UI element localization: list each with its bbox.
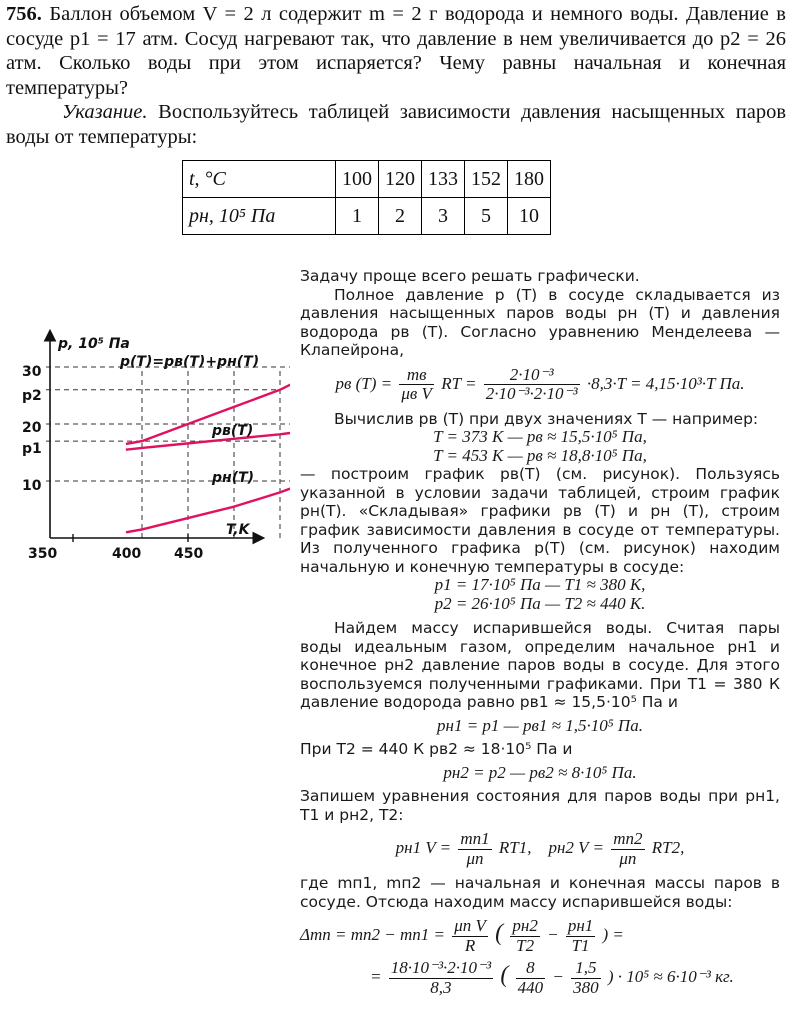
eq-term: ) = (602, 924, 624, 944)
fraction-numerator: pн1 (567, 916, 594, 935)
equals-sign: = (370, 966, 382, 986)
table-row (183, 198, 551, 235)
y-tick-label: 20 (22, 420, 42, 436)
table-header-temperature: t, °C (183, 161, 336, 198)
curve-label-total: p(T)=pв(T)+pн(T) (120, 354, 260, 370)
y-marker-p2: p2 (22, 388, 42, 404)
equation-mass-numeric (370, 959, 780, 997)
problem-statement (6, 2, 786, 149)
hint-label: Указание. (62, 101, 148, 123)
y-axis-label: p, 10⁵ Па (58, 336, 130, 352)
pressure-temperature-graph (0, 320, 290, 580)
fraction-denominator: R (452, 936, 488, 956)
fraction-numerator: 18·10⁻³·2·10⁻³ (390, 958, 492, 977)
curve-label-hydrogen: pв(T) (212, 423, 254, 439)
table-header-pressure: pн, 10⁵ Па (183, 198, 336, 235)
equation-state (300, 830, 780, 868)
eq-term: RT = (441, 373, 477, 393)
eq-term: RT2, (651, 837, 685, 857)
eq-term: RT1, (498, 837, 532, 857)
fraction-numerator: 8 (526, 958, 535, 977)
equation-line: p1 = 17·10⁵ Па — T1 ≈ 380 К, (434, 575, 646, 594)
table-cell: 2 (379, 198, 422, 235)
table-cell: 5 (465, 198, 508, 235)
fraction-numerator: mп2 (613, 829, 643, 848)
fraction (484, 366, 580, 404)
problem-number: 756. (6, 3, 42, 25)
eq-term: pв (T) = (335, 373, 393, 393)
graph-curves (126, 367, 290, 533)
paren-open: ( (495, 919, 504, 946)
equation-line: pн1 = p1 — pв1 ≈ 1,5·10⁵ Па. (437, 715, 643, 735)
minus-sign: − (547, 924, 559, 944)
fraction (611, 830, 644, 868)
y-marker-p1: p1 (22, 441, 42, 457)
fraction-denominator: 440 (517, 977, 544, 997)
table-cell: 133 (422, 161, 465, 198)
fraction-numerator: mп1 (460, 829, 490, 848)
vapor-pressure-table (182, 160, 551, 235)
minus-sign: − (552, 966, 564, 986)
x-tick-label: 450 (174, 546, 204, 562)
table-cell: 1 (336, 198, 379, 235)
x-tick-label: 400 (112, 546, 142, 562)
x-tick-label: 350 (28, 546, 58, 562)
series-line-total (126, 367, 290, 444)
fraction-denominator: T2 (510, 936, 539, 956)
fraction (452, 917, 488, 955)
equation-hydrogen-pressure (300, 366, 780, 404)
fraction (399, 366, 434, 404)
curve-label-water-vapor: pн(T) (212, 470, 255, 486)
fraction (571, 959, 601, 997)
problem-text: Баллон объемом V = 2 л содержит m = 2 г водорода и немного воды. Давление в сосуде p1 = 17 атм. Сосуд нагревают так, что давление в нем увеличивается до p2 = 26 атм. Сколько воды при этом испаряется? Чему равны начальная и конечная температуры? (6, 3, 786, 99)
hint-text: Воспользуйтесь таблицей зависимости давления насыщенных паров воды от температуры: (6, 101, 787, 148)
fraction-denominator: μв V (401, 384, 432, 403)
fraction-denominator: μп (458, 849, 491, 869)
x-axis-label: T,K (226, 522, 250, 538)
eq-term: pн2 V = (548, 837, 604, 857)
fraction-numerator: mв (406, 364, 427, 384)
solution-paragraph: Задачу проще всего решать графически. (300, 267, 640, 285)
y-tick-label: 10 (22, 478, 42, 494)
eq-term: ) · 10⁵ ≈ 6·10⁻³ кг. (607, 966, 734, 986)
table-row (183, 161, 551, 198)
solution-paragraph: Вычислив pв (T) при двух значениях T — например: (334, 409, 759, 428)
equation-mass-difference (300, 917, 780, 955)
fraction-denominator: T1 (566, 936, 595, 956)
solution-paragraph: При T2 = 440 К pв2 ≈ 18·10⁵ Па и (300, 740, 573, 758)
table-cell: 180 (508, 161, 551, 198)
solution-paragraph: Полное давление p (T) в сосуде складывается из давления насыщенных паров воды pн (T) и давления водорода pв (T). Согласно уравнению Менделеева — Клапейрона, (300, 285, 780, 359)
fraction-denominator: 380 (573, 977, 599, 997)
solution-block (300, 267, 780, 997)
fraction-numerator: pн2 (512, 916, 538, 935)
fraction (516, 959, 546, 997)
solution-paragraph: где mп1, mп2 — начальная и конечная массы паров в сосуде. Отсюда находим массу испарившейся воды: (300, 874, 780, 911)
fraction-denominator: 8,3 (389, 978, 493, 998)
solution-paragraph: Запишем уравнения состояния для паров воды при pн1, T1 и pн2, T2: (300, 787, 780, 824)
table-cell: 10 (508, 198, 551, 235)
table-cell: 100 (336, 161, 379, 198)
fraction (510, 917, 539, 955)
fraction-numerator: 2·10⁻³ (509, 364, 554, 384)
fraction-numerator: μп V (454, 916, 486, 935)
fraction-denominator: 2·10⁻³·2·10⁻³ (485, 384, 578, 403)
fraction-denominator: μп (611, 849, 644, 869)
table-cell: 152 (465, 161, 508, 198)
series-line-water-vapor (126, 475, 290, 532)
eq-term: ·8,3·T = 4,15·10³·T Па. (586, 373, 745, 393)
paren-open: ( (500, 961, 509, 988)
equation-line: p2 = 26·10⁵ Па — T2 ≈ 440 К. (434, 593, 646, 613)
fraction (389, 959, 493, 997)
graph-grid (46, 367, 290, 542)
solution-paragraph: Найдем массу испарившейся воды. Считая пары воды идеальным газом, определим начальное pн1 и конечное pн2 давление паров воды в сосуде. Для этого воспользуемся полученными графиками. При T1 = 380 К давление водорода равно pв1 ≈ 15,5·10⁵ Па и (300, 619, 780, 711)
equation-line: pн2 = p2 — pв2 ≈ 8·10⁵ Па. (443, 762, 637, 782)
equation-line: T = 453 К — pв ≈ 18,8·10⁵ Па, (433, 445, 647, 465)
y-tick-label: 30 (22, 364, 42, 380)
equation-line: T = 373 К — pв ≈ 15,5·10⁵ Па, (433, 427, 647, 446)
fraction (566, 917, 595, 955)
fraction (458, 830, 491, 868)
fraction-numerator: 1,5 (575, 958, 597, 977)
eq-term: pн1 V = (395, 837, 452, 857)
eq-term: Δmп = mп2 − mп1 = (300, 924, 445, 944)
table-cell: 120 (379, 161, 422, 198)
table-cell: 3 (422, 198, 465, 235)
solution-paragraph: — построим график pв(T) (см. рисунок). Пользуясь указанной в условии задачи таблицей, строим график pн(T). «Складывая» графики pв (T) и pн (T), строим график зависимости давления в сосуде от температуры. Из полученного графика p(T) (см. рисунок) находим начальную и конечную температуры в сосуде: (300, 465, 780, 576)
